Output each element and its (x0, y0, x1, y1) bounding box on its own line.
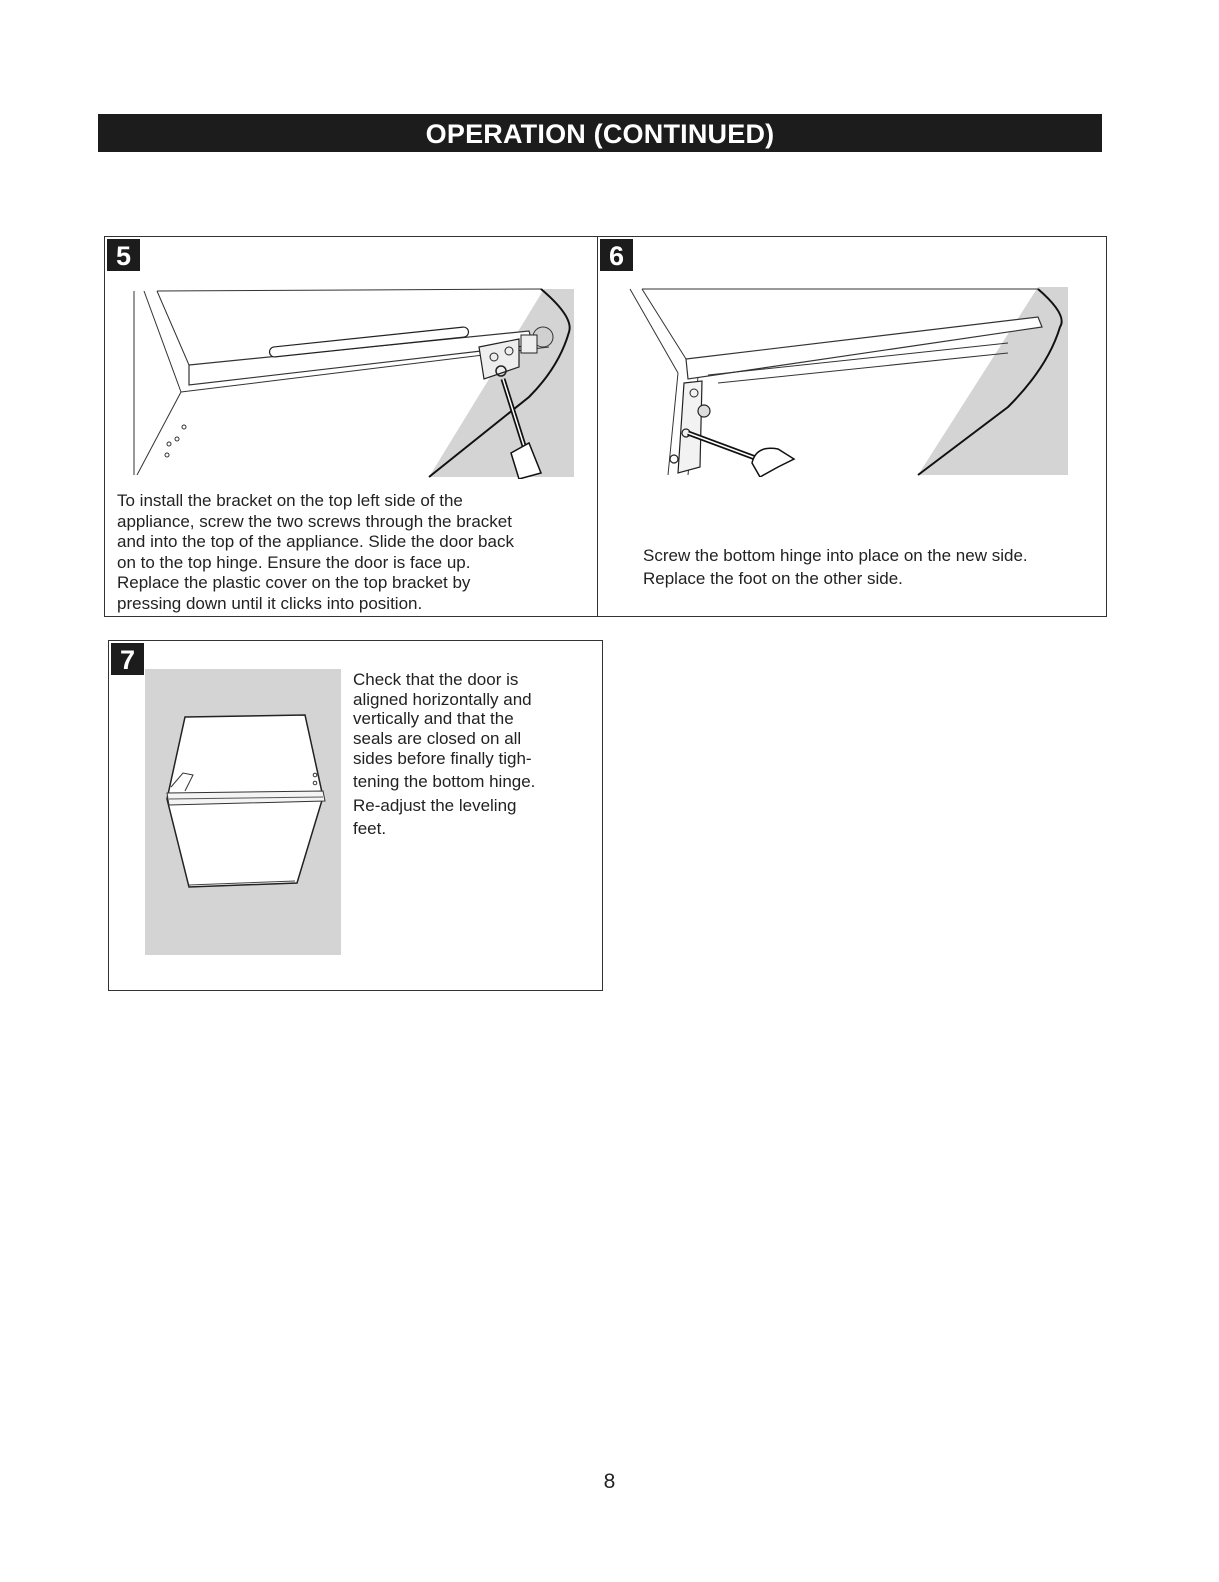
step-6-panel (597, 236, 1107, 617)
step-5-badge: 5 (107, 239, 140, 271)
step-6-instructions: Screw the bottom hinge into place on the new side. Replace the foot on the other side. (643, 546, 1028, 588)
step-5-instructions: To install the bracket on the top left side of the appliance, screw the two screws through the bracket and into the top of the appliance. Slide the door back on to the top hinge. Ensure the door is face up. Replace the plastic cover on the top bracket by pressing down until it clicks into position. (117, 491, 514, 613)
page-title: OPERATION (CONTINUED) (98, 114, 1102, 152)
step-5-panel (104, 236, 599, 617)
step-6-badge: 6 (600, 239, 633, 271)
step-7-badge: 7 (111, 643, 144, 675)
bracket-install-illustration (129, 287, 574, 479)
door-alignment-illustration (145, 669, 341, 955)
page-number: 8 (603, 1470, 616, 1493)
bottom-hinge-illustration (628, 287, 1068, 477)
step-7-panel (108, 640, 603, 991)
step-7-instructions: Check that the door is aligned horizontally and vertically and that the seals are closed on all sides before finally tigh- tening the bottom hinge. Re-adjust the leveling feet. (353, 670, 536, 838)
